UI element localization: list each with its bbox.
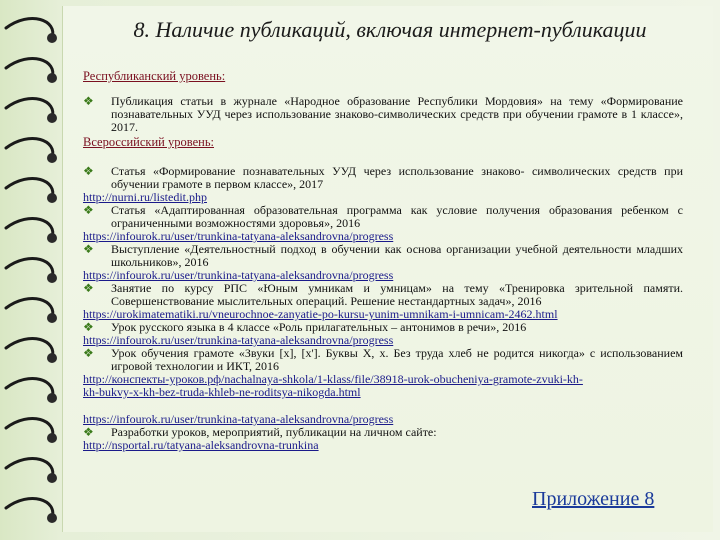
- link-4[interactable]: https://urokimatematiki.ru/vneurochnoe-zanyatie-po-kursu-yunim-umnikam-i-umnicam-2462.html: [83, 308, 558, 321]
- spiral-binding-icon: [0, 0, 70, 540]
- publications-content: [83, 68, 683, 452]
- diamond-bullet-icon: ❖: [83, 281, 94, 295]
- diamond-bullet-icon: ❖: [83, 242, 94, 256]
- link-7[interactable]: https://infourok.ru/user/trunkina-tatyana-aleksandrovna/progress: [83, 413, 394, 426]
- diamond-bullet-icon: ❖: [83, 346, 94, 360]
- link-3[interactable]: https://infourok.ru/user/trunkina-tatyana-aleksandrovna/progress: [83, 269, 394, 282]
- list-item: ❖ Статья «Формирование познавательных УУД через использование знаково- символических средств при обучении грамоте в первом классе», 2017: [83, 164, 683, 191]
- link-5[interactable]: https://infourok.ru/user/trunkina-tatyana-aleksandrovna/progress: [83, 334, 394, 347]
- diamond-bullet-icon: ❖: [83, 164, 94, 178]
- link-2[interactable]: https://infourok.ru/user/trunkina-tatyana-aleksandrovna/progress: [83, 230, 394, 243]
- link-6b[interactable]: kh-bukvy-x-kh-bez-truda-khleb-ne-roditsya-nikogda.html: [83, 386, 361, 399]
- list-item: ❖ Урок обучения грамоте «Звуки [х], [х']. Буквы Х, х. Без труда хлеб не родится никогда» с использованием игровой технологии и ИКТ, 2016: [83, 346, 683, 373]
- diamond-bullet-icon: ❖: [83, 203, 94, 217]
- republic-heading: Республиканский уровень:: [83, 69, 226, 83]
- link-6a[interactable]: http://конспекты-уроков.рф/nachalnaya-shkola/1-klass/file/38918-urok-obucheniya-gramote-zvuki-kh-: [83, 373, 583, 386]
- page-title: 8. Наличие публикаций, включая интернет-публикации: [133, 17, 647, 42]
- link-1[interactable]: http://nurni.ru/listedit.php: [83, 191, 207, 204]
- diamond-bullet-icon: ❖: [83, 94, 94, 108]
- list-item: ❖ Статья «Адаптированная образовательная программа как условие получения образования ребенком с ограниченными возможностями здоровья», 2016: [83, 203, 683, 230]
- diamond-bullet-icon: ❖: [83, 320, 94, 334]
- diamond-bullet-icon: ❖: [83, 425, 94, 439]
- list-item: ❖ Разработки уроков, мероприятий, публикации на личном сайте:: [83, 425, 437, 439]
- appendix-link[interactable]: Приложение 8: [532, 488, 655, 510]
- list-item: ❖ Публикация статьи в журнале «Народное образование Республики Мордовия» на тему «Формирование познавательных УУД через использование знаково-символических средств при обучении грамоте в 1 классе», 2017.: [83, 94, 683, 134]
- list-item: ❖ Выступление «Деятельностный подход в обучении как основа организации учебной деятельности младших школьников», 2016: [83, 242, 683, 269]
- list-item: ❖ Урок русского языка в 4 классе «Роль прилагательных – антонимов в речи», 2016: [83, 320, 527, 334]
- link-8[interactable]: http://nsportal.ru/tatyana-aleksandrovna-trunkina: [83, 439, 319, 452]
- list-item: ❖ Занятие по курсу РПС «Юным умникам и умницам» на тему «Тренировка зрительной памяти. Совершенствование мыслительных операций. Решение нестандартных задач», 2016: [83, 281, 683, 308]
- russia-heading: Всероссийский уровень:: [83, 135, 214, 149]
